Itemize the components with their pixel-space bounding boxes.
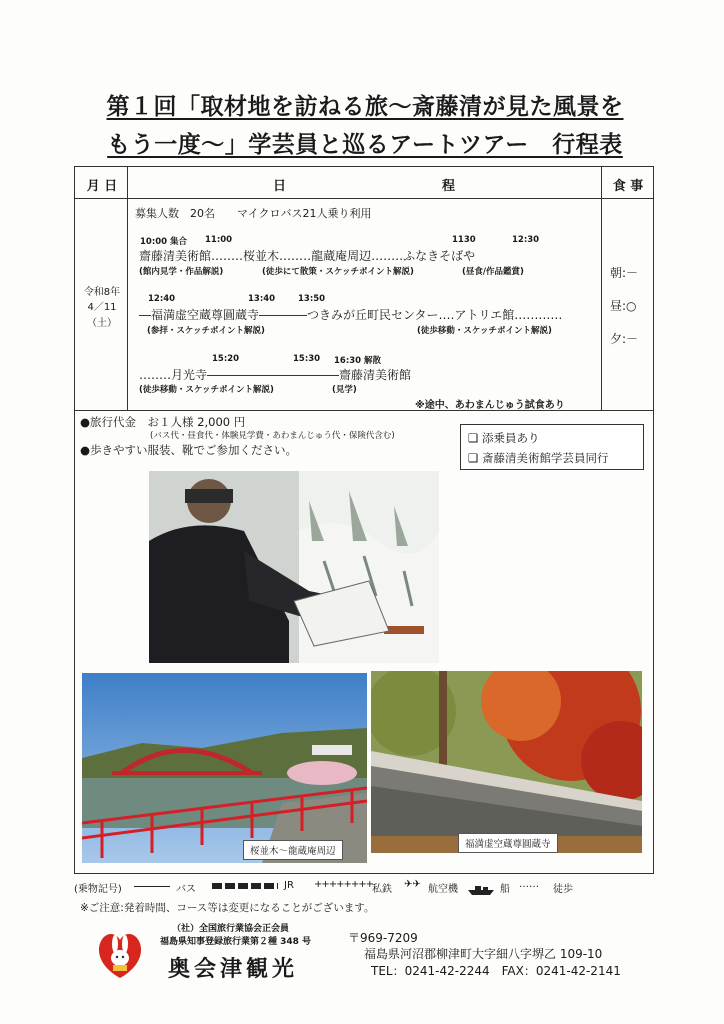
caption-sakura: 桜並木～龍蔵庵周辺 [243,840,343,860]
temple-autumn-photo [371,671,642,853]
artist-sketching-photo [149,471,439,663]
change-notice: ※ご注意:発着時間、コース等は変更になることがございます。 [80,902,375,914]
meal-lunch: 昼:○ [610,299,637,313]
red-bridge-photo [82,673,367,863]
page-title-line2: もう一度～」学芸員と巡るアートツアー 行程表 [107,132,623,158]
company-phone: TEL：0241-42-2244 FAX：0241-42-2141 [371,964,621,978]
page-title-line1: 第１回「取材地を訪ねる旅～斎藤清が見た風景を [106,94,624,120]
header-schedule: 日 程 [272,179,455,194]
note-museum-visit: (見学) [332,385,357,395]
legend-walk: 徒歩 [553,884,573,895]
meal-column-line [601,166,602,410]
legend-bus: バス [176,884,196,895]
caption-temple: 福満虚空蔵尊圓蔵寺 [458,833,558,853]
company-address: 福島県河沼郡柳津町大字細八字堺乙 109-10 [364,947,603,961]
association-member: （社）全国旅行業協会正会員 [172,924,290,934]
legend-ship: 船 [500,884,510,895]
recruit-info: 募集人数 20名 マイクロバス21人乗り利用 [135,207,372,220]
time-1530: 15:30 [293,354,321,364]
note-gekkoji: (徒歩移動・スケッチポイント解説) [139,385,274,395]
date-column-line [127,166,128,410]
license-number: 福島県知事登録旅行業第２種 348 号 [160,937,312,947]
time-1240: 12:40 [148,294,176,304]
note-sakura: (徒歩にて散策・スケッチポイント解説) [262,267,414,277]
company-name: 奥会津観光 [168,956,299,982]
date-weekday: （土） [87,318,117,329]
route-row3: ‥‥‥‥月光寺―――――――――――齋藤清美術館 [139,368,412,382]
remark-awamanju: ※途中、あわまんじゅう試食あり [415,400,565,411]
clothing-note: ●歩きやすい服装、靴でご参加ください。 [80,443,298,457]
note-museum: (館内見学・作品解説) [139,267,224,277]
note-lunch: (昼食/作品鑑賞) [462,267,524,277]
meal-breakfast: 朝:－ [610,266,639,280]
legend-jr-line [212,883,278,889]
legend-walk-line: ‥‥‥ [519,879,540,890]
header-date: 月 日 [86,179,118,194]
company-logo [93,928,147,982]
time-1520: 15:20 [212,354,240,364]
note-atelier: (徒歩移動・スケッチポイント解説) [417,326,552,336]
ship-icon [467,880,495,889]
schedule-divider [74,410,654,411]
time-1130: 1130 [452,235,476,245]
postal-code: 〒969-7209 [348,931,418,945]
price-line: ●旅行代金 お１人様 2,000 円 [80,415,246,429]
plane-icon: ✈✈ [404,879,421,890]
date-era: 令和8年 [83,287,121,298]
check-curator: ❑ 斎藤清美術館学芸員同行 [468,451,609,465]
time-1630: 16:30 解散 [334,356,382,366]
legend-private-rail: 私鉄 [372,884,392,895]
time-1000: 10:00 集合 [140,237,188,247]
header-divider [74,198,654,199]
header-meal: 食 事 [612,179,644,194]
legend-jr: JR [284,880,294,891]
meal-dinner: 夕:－ [610,332,639,346]
legend-rail-line: ++++++++ [314,879,374,890]
price-detail: (バス代・昼食代・体験見学費・あわまんじゅう代・保険代含む) [150,431,395,441]
time-1340: 13:40 [248,294,276,304]
legend-bus-line [134,886,170,887]
check-escort: ❑ 添乗員あり [468,431,540,445]
time-1350: 13:50 [298,294,326,304]
date-day: 4／11 [87,302,117,313]
route-row2: ―福満虚空蔵尊圓蔵寺――――つきみが丘町民センター‥‥アトリエ館‥‥‥‥‥‥ [139,308,563,322]
time-1100: 11:00 [205,235,233,245]
legend-label: (乗物記号) [74,884,122,895]
time-1230: 12:30 [512,235,540,245]
note-temple: (参拝・スケッチポイント解説) [147,326,265,336]
route-row1: 齋藤清美術館‥‥‥‥桜並木‥‥‥‥龍蔵庵周辺‥‥‥‥ふなきそばや [139,249,476,263]
legend-plane: 航空機 [428,884,458,895]
